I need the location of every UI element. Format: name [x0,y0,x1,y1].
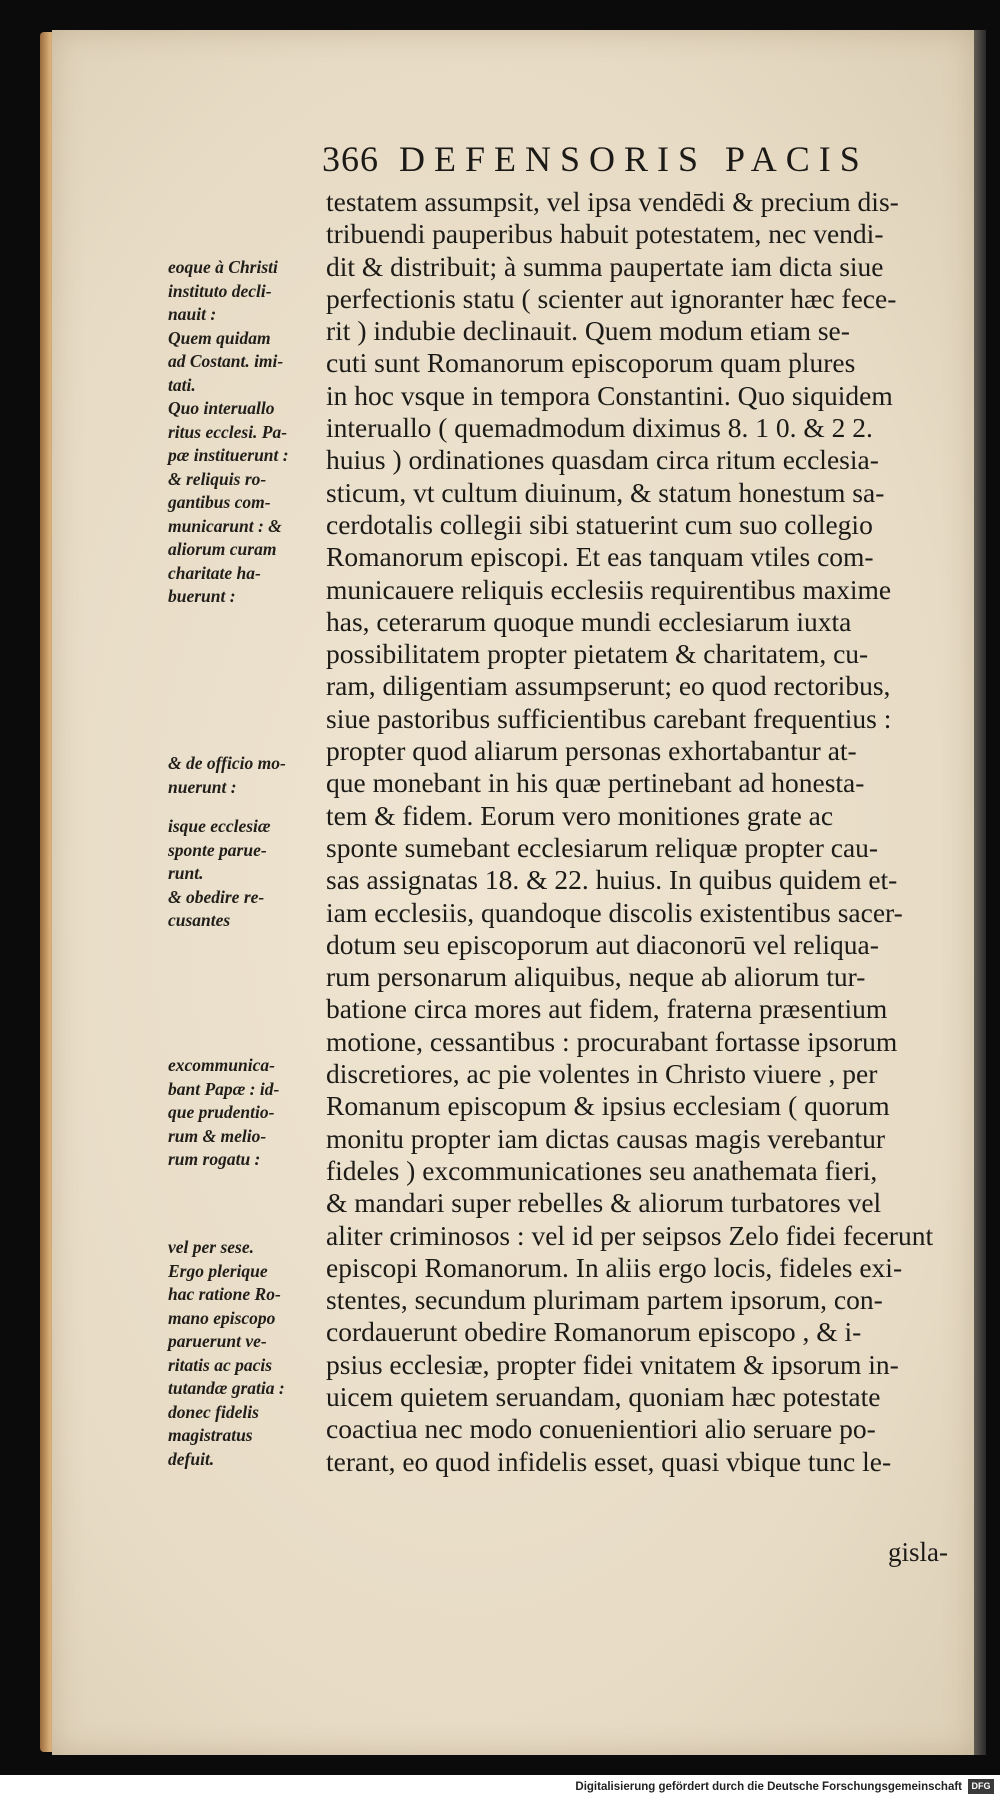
text-line: monitu propter iam dictas causas magis verebantur [326,1122,885,1154]
marginal-note-1 [168,256,328,609]
running-title: DEFENSORIS PACIS [399,139,869,179]
text-line: psius ecclesiæ, propter fidei vnitatem & ipsorum in- [326,1348,899,1380]
text-line: sticum, vt cultum diuinum, & statum honestum sa- [326,476,885,508]
marginal-line: buerunt : [168,586,236,606]
text-line: fideles ) excommunicationes seu anathemata fieri, [326,1154,878,1186]
text-line: interuallo ( quemadmodum diximus 8. 1 0. & 2 2. [326,412,873,444]
marginal-line: & reliquis ro- [168,468,267,489]
text-line: sponte sumebant ecclesiarum reliquæ propter cau- [326,831,879,863]
marginal-line: donec fidelis [168,1401,259,1422]
marginal-line: nauit : [168,304,217,324]
text-line: rum personarum aliquibus, neque ab aliorum tur- [326,961,866,993]
marginal-line: hac ratione Ro- [168,1284,281,1304]
text-line: testatem assumpsit, vel ipsa vendēdi & precium dis- [326,186,899,217]
marginal-line: municarunt : & [168,515,282,536]
marginal-line: magistratus [168,1425,253,1445]
marginal-line: paruerunt ve- [168,1331,267,1351]
text-line: has, ceterarum quoque mundi ecclesiarum iuxta [326,605,852,637]
body-text [326,186,956,1478]
marginal-line: que prudentio- [168,1102,275,1122]
marginal-note-3 [168,815,328,933]
marginal-line: instituto decli- [168,280,272,301]
text-line: Romanorum episcopi. Et eas tanquam vtiles com- [326,541,874,573]
marginal-line: ritatis ac pacis [168,1354,273,1375]
marginal-line: rum & melio- [168,1125,267,1146]
text-line: terant, eo quod infidelis esset, quasi vbique tunc le- [326,1445,892,1477]
marginal-line: bant Papæ : id- [168,1078,280,1099]
text-line: dotum seu episcoporum aut diaconorū vel reliqua- [326,928,879,960]
text-line: cuti sunt Romanorum episcoporum quam plures [326,347,856,379]
page-number: 366 [322,139,379,179]
text-line: motione, cessantibus : procurabant fortasse ipsorum [326,1025,898,1057]
marginal-line: vel per sese. [168,1237,255,1257]
text-line: uicem quietem seruandam, quoniam hæc potestate [326,1380,881,1412]
text-line: stentes, secundum plurimam partem ipsorum, con- [326,1284,883,1316]
text-line: perfectionis statu ( scienter aut ignoranter hæc fece- [326,282,897,314]
text-line: huius ) ordinationes quasdam circa ritum ecclesia- [326,444,879,476]
marginal-line: sponte parue- [168,839,267,860]
marginal-line: tati. [168,374,196,395]
funding-credit: Digitalisierung gefördert durch die Deutsche Forschungsgemeinschaft [575,1781,962,1793]
text-line: municauere reliquis ecclesiis requirentibus maxime [326,573,892,605]
marginal-line: isque ecclesiæ [168,816,271,836]
catchword: gisla- [888,1537,948,1567]
marginal-line: gantibus com- [168,492,271,512]
dfg-logo: DFG [968,1779,994,1794]
text-line: batione circa mores aut fidem, fraterna præsentium [326,993,888,1025]
text-line: in hoc vsque in tempora Constantini. Quo siquidem [326,379,893,411]
marginal-line: Ergo plerique [168,1260,268,1281]
marginal-note-4 [168,1054,328,1172]
marginal-line: rum rogatu : [168,1149,261,1169]
text-line: episcopi Romanorum. In aliis ergo locis, fideles exi- [326,1251,903,1283]
marginal-line: ad Costant. imi- [168,351,284,371]
marginal-line: Quo interuallo [168,398,275,418]
marginal-line: Quem quidam [168,327,271,348]
text-line: possibilitatem propter pietatem & charitatem, cu- [326,638,869,670]
text-line: discretiores, ac pie volentes in Christo viuere , per [326,1058,878,1090]
text-line: & mandari super rebelles & aliorum turbatores vel [326,1187,882,1219]
text-line: Romanum episcopum & ipsius ecclesiam ( quorum [326,1090,890,1122]
text-line: tem & fidem. Eorum vero monitiones grate ac [326,799,834,831]
marginal-line: & de officio mo- [168,753,286,773]
marginal-line: aliorum curam [168,539,277,559]
text-line: ram, diligentiam assumpserunt; eo quod rectoribus, [326,670,891,702]
text-line: cerdotalis collegii sibi statuerint cum suo collegio [326,508,873,540]
marginal-note-5 [168,1236,328,1471]
marginal-line: eoque à Christi [168,257,278,277]
text-line: rit ) indubie declinauit. Quem modum etiam se- [326,315,850,347]
text-line: tribuendi pauperibus habuit potestatem, nec vendi- [326,218,884,250]
marginal-line: tutandæ gratia : [168,1378,285,1398]
marginal-line: pæ instituerunt : [168,445,289,465]
text-line: iam ecclesiis, quandoque discolis existentibus sacer- [326,896,903,928]
page-edge-shadow [972,30,986,1755]
marginal-line: & obedire re- [168,886,265,907]
marginal-line: defuit. [168,1448,215,1469]
marginal-line: runt. [168,863,204,883]
text-line: aliter criminosos : vel id per seipsos Zelo fidei fecerunt [326,1219,934,1251]
marginal-line: mano episcopo [168,1307,276,1328]
text-line: coactiua nec modo conuenientiori alio seruare po- [326,1413,876,1445]
text-line: cordauerunt obedire Romanorum episcopo , & i- [326,1316,862,1348]
marginal-line: cusantes [168,910,231,930]
text-line: propter quod aliarum personas exhortabantur at- [326,735,857,767]
marginal-line: nuerunt : [168,776,237,797]
text-line: sas assignatas 18. & 22. huius. In quibus quidem et- [326,864,898,896]
running-header [322,138,932,180]
text-line: dit & distribuit; à summa paupertate iam dicta siue [326,250,884,282]
marginal-line: ritus ecclesi. Pa- [168,421,288,442]
marginal-note-2 [168,752,328,799]
text-line: que monebant in his quæ pertinebant ad honesta- [326,767,865,799]
text-line: siue pastoribus sufficientibus carebant frequentius : [326,702,892,734]
marginal-line: excommunica- [168,1055,275,1075]
marginal-line: charitate ha- [168,562,261,583]
